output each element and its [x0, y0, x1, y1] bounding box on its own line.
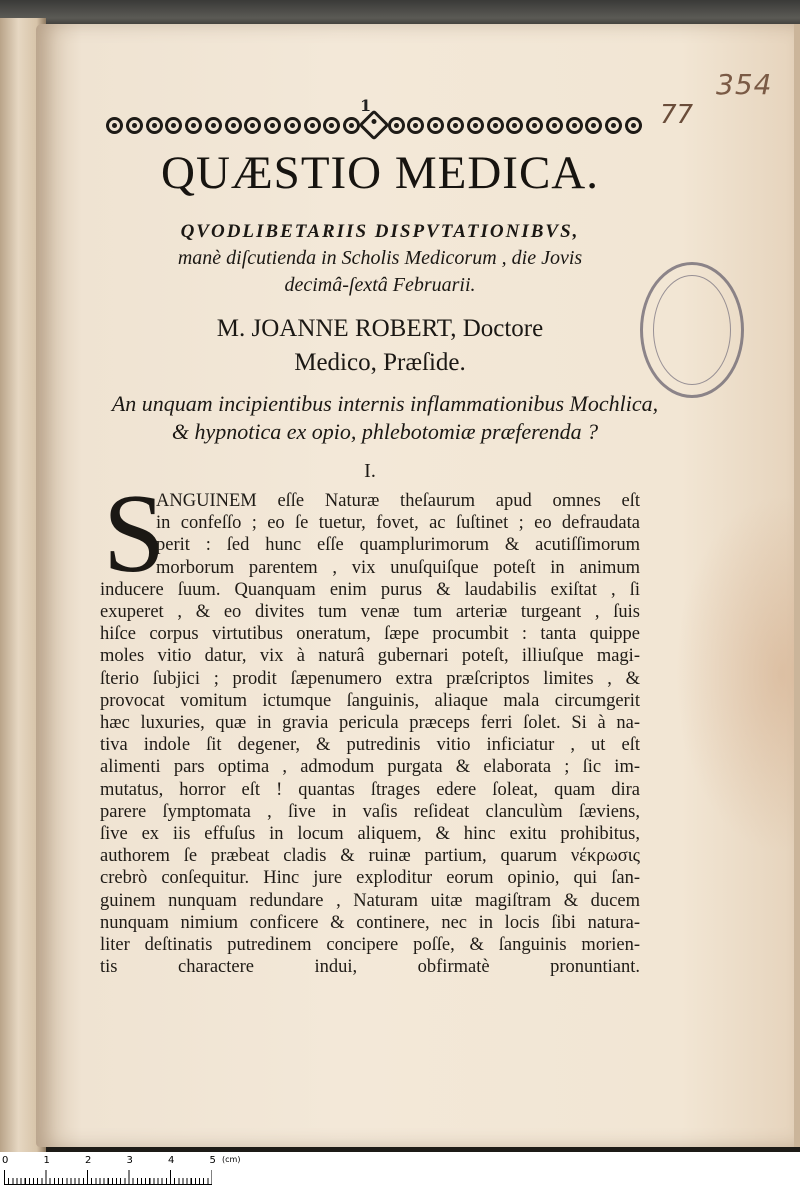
subtitle-line-2: manè diſcutienda in Scholis Medicorum , die Jovis [177, 247, 583, 269]
praeses-line-2: Medico, Præſide. [294, 349, 466, 376]
ornament-border [106, 113, 642, 137]
question-line-1: An unquam incipientibus internis inflammationibus Mochlica, [111, 391, 659, 416]
praeses-block [100, 312, 660, 380]
body-line: hæc luxuries, quæ in gravia pericula præceps ferri ſolet. Si à na- [100, 713, 640, 733]
body-line: nunquam nimium conficere & continere, nec in locis ſibi natura- [100, 912, 640, 933]
subtitle-line-1: QVODLIBETARIIS DISPVTATIONIBVS, [180, 221, 580, 242]
subtitle [100, 218, 660, 299]
body-line: moles vitio datur, vix à naturâ gubernari poteſt, illiuſque magi- [100, 646, 640, 667]
body-line: perit : ſed hunc eſſe quamplurimorum & acutiſſimorum [156, 535, 640, 556]
body-line: alimenti pars optima , admodum purgata & elaborata ; ſic im- [100, 757, 640, 778]
body-line: authorem ſe præbeat cladis & ruinæ partium, quarum νέκρωσις [100, 846, 640, 867]
section-number: I. [364, 460, 376, 482]
body-line: exuperet , & eo divites tum venæ tum arteriæ turgeant , ſuis [100, 602, 640, 622]
praeses-line-1: M. JOANNE ROBERT, Doctore [216, 315, 544, 342]
ruler-label: 3 [126, 1155, 133, 1166]
drop-cap: S [103, 472, 166, 596]
ruler-label: 0 [2, 1155, 9, 1166]
body-line: parere ſymptomata , ſive in vaſis reſideat clanculùm ſæviens, [100, 801, 640, 822]
body-line: guinem nunquam redundare , Naturam uitæ magiſtram & ducem [100, 890, 640, 911]
page-title: QUÆSTIO MEDICA. [161, 147, 599, 199]
body-line: mutatus, horror eſt ! quantas ſtrages edere ſoleat, quam dira [100, 779, 640, 800]
body-line: in confeſſo ; eo ſe tuetur, fovet, ac ſuſtinet ; eo defraudata [156, 513, 640, 534]
body-line: provocat vomitum ictumque ſanguinis, aliaque mala circumgerit [100, 690, 640, 711]
ruler-label: 4 [168, 1155, 175, 1166]
ruler-unit: (cm) [222, 1155, 241, 1164]
ruler-major-ticks [4, 1170, 212, 1184]
body-line: tiva indole ſit degener, & putredinis vitio inficiatur , ut eſt [100, 735, 640, 756]
handwritten-number: 77 [660, 100, 694, 130]
handwritten-page-number: 354 [716, 68, 773, 101]
body-line: inducere ſuum. Quanquam enim purus & laudabilis exiſtat , ſi [100, 579, 640, 600]
body-line: ſive ex iis effuſus in locum aliquem, & hinc exitu prohibitus, [100, 824, 640, 844]
ruler-label: 1 [43, 1155, 50, 1166]
body-line: ANGUINEM eſſe Naturæ theſaurum apud omnes eſt [156, 491, 640, 511]
body-line: morborum parentem , vix unuſquiſque poteſt in animum [156, 557, 640, 578]
body-line: ſterio ſubjici ; prodit ſæpenumero extra præſcriptos limites , & [100, 668, 640, 689]
subtitle-line-3: decimâ-ſextâ Februarii. [284, 274, 476, 296]
page-number: 1 [360, 96, 372, 115]
question-block [100, 390, 670, 446]
body-line: liter deſtinatis putredinem concipere poſſe, & ſanguinis morien- [100, 935, 640, 955]
ruler-label: 2 [85, 1155, 92, 1166]
water-stain [674, 494, 794, 854]
ruler-labels [0, 1155, 260, 1169]
body-line: hiſce corpus virtutibus oneratum, ſæpe procumbit : tanta quippe [100, 624, 640, 645]
body-line: crebrò conſequitur. Hinc jure exploditur eorum opinio, qui ſan- [100, 868, 640, 889]
question-line-2: & hypnotica ex opio, phlebotomiæ præferenda ? [171, 419, 599, 444]
ruler-label: 5 [209, 1155, 216, 1166]
body-line: tis charactere indui, obfirmatè pronuntiant. [100, 957, 640, 978]
